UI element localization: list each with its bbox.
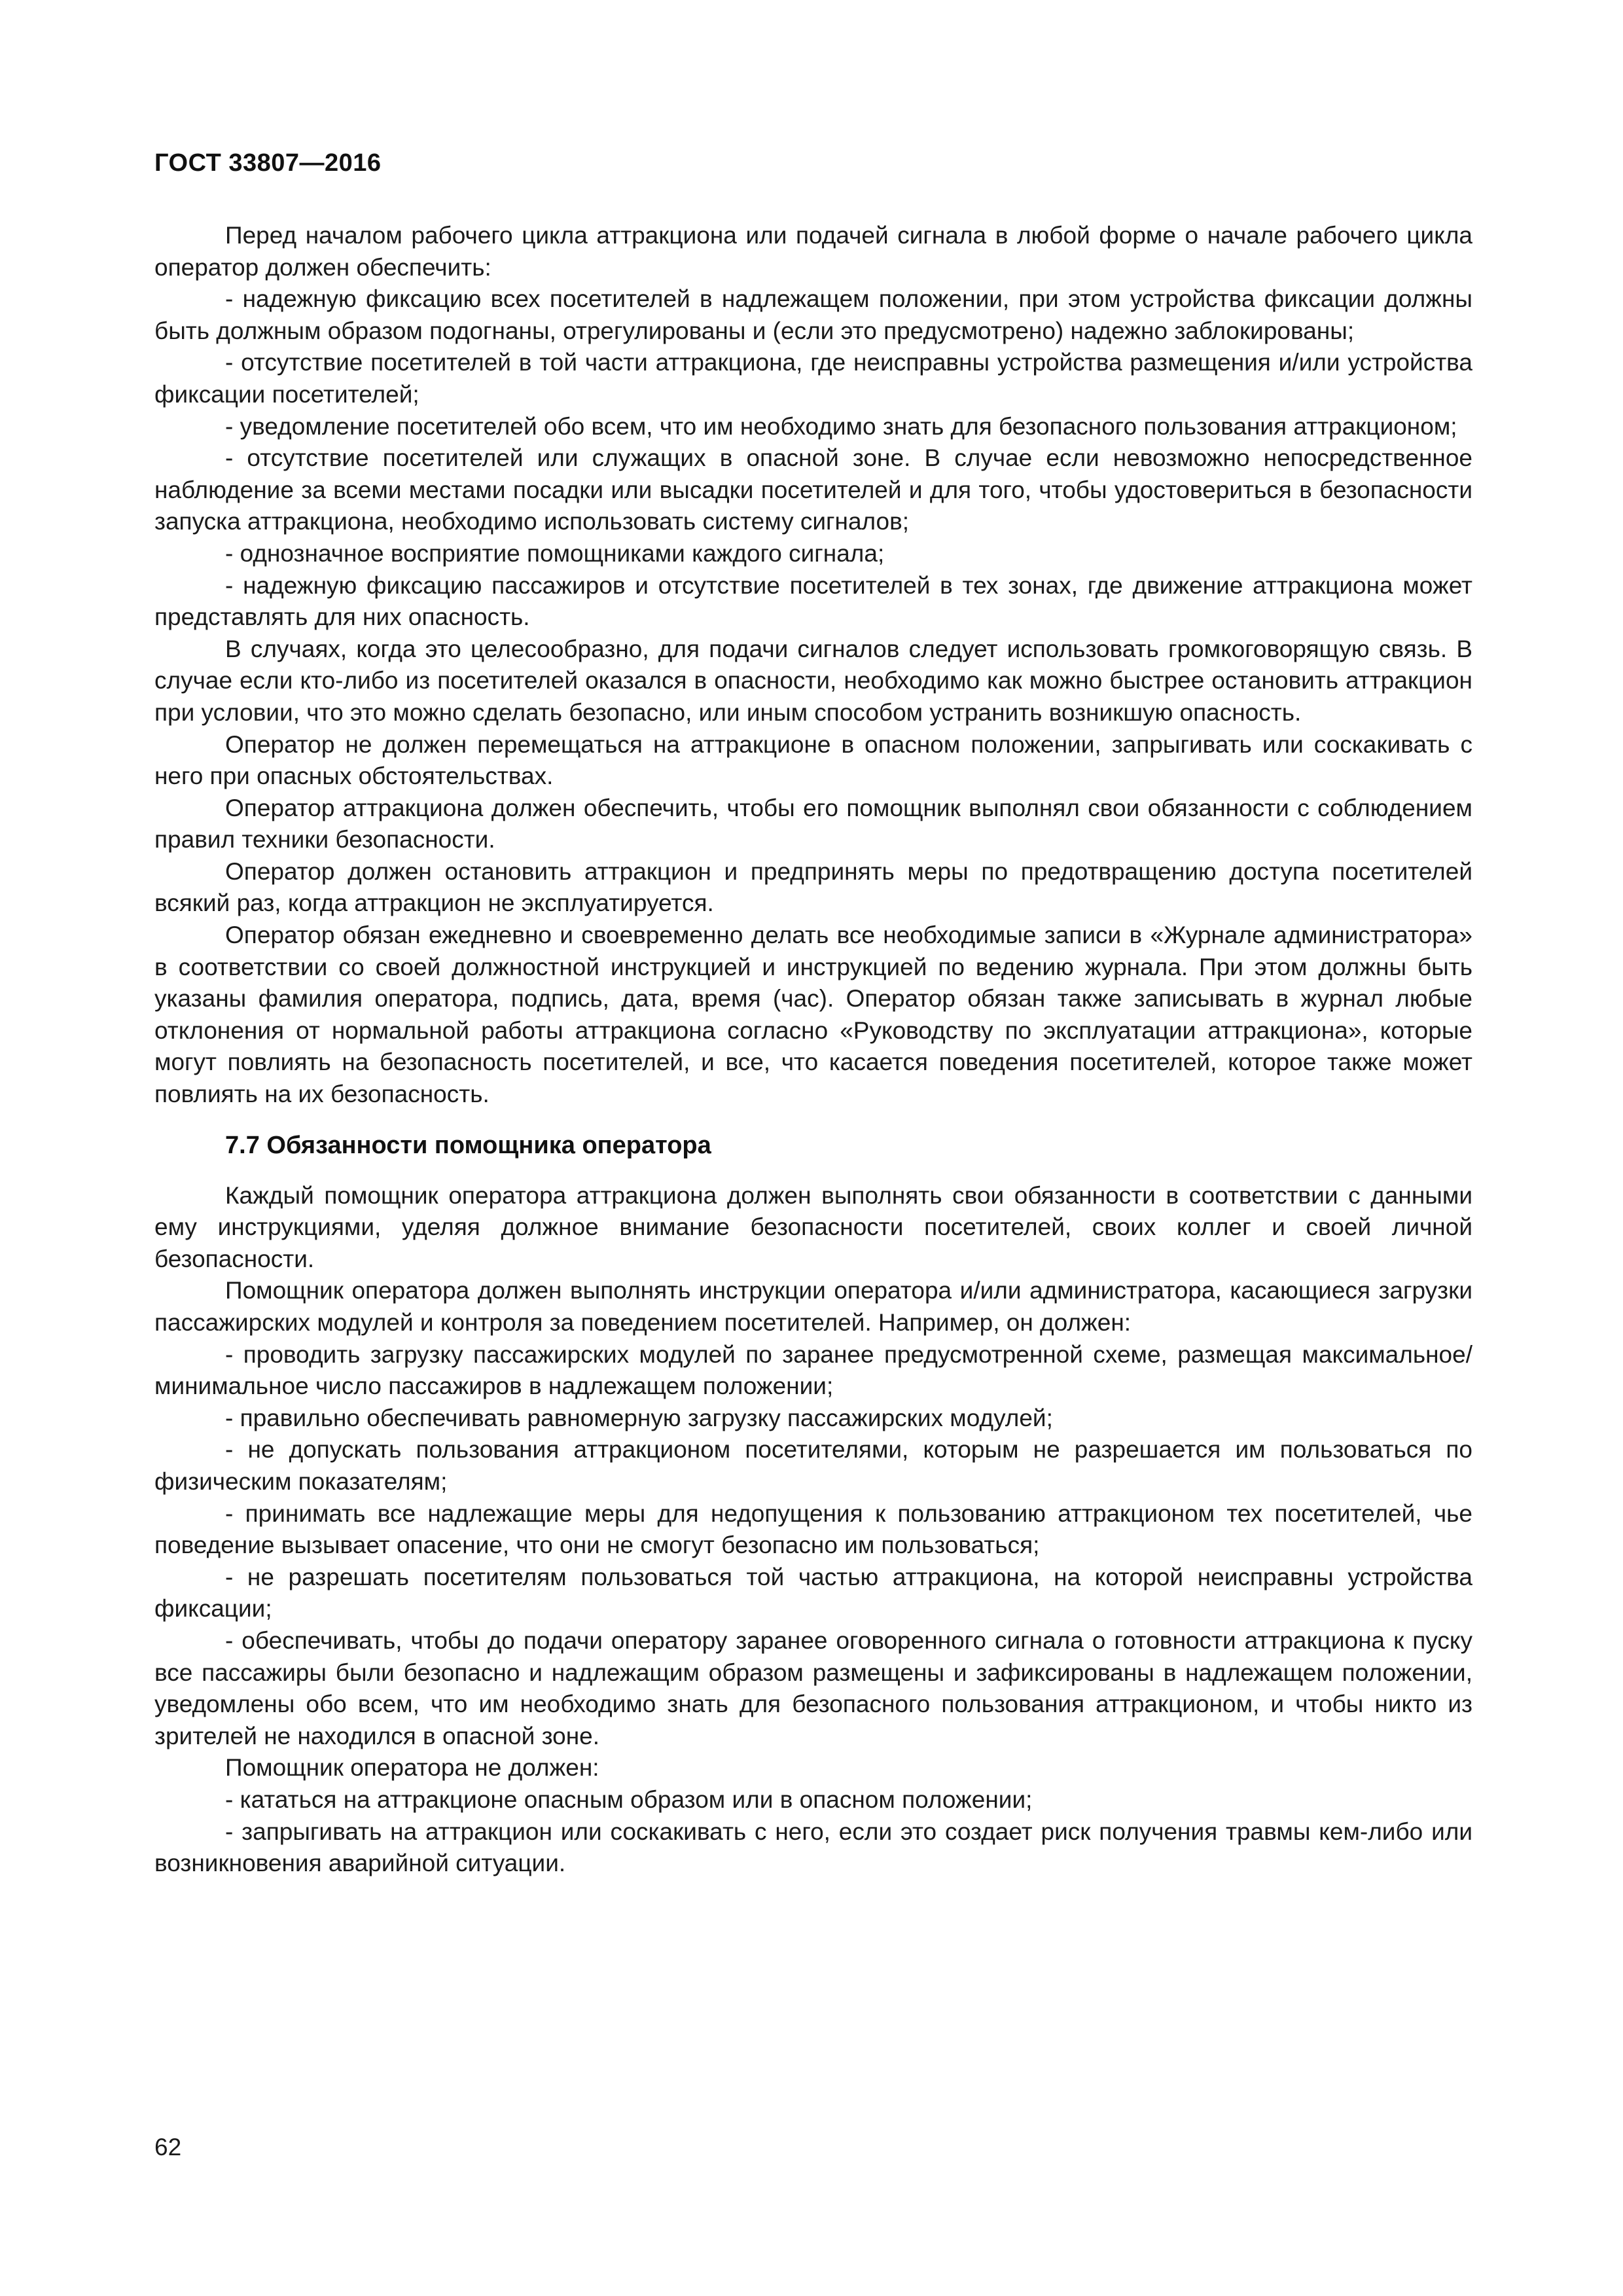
paragraph: Оператор не должен перемещаться на аттракционе в опасном положении, запрыгивать или соскакивать с него при опасных обстоятельствах. <box>154 730 1472 790</box>
paragraph: В случаях, когда это целесообразно, для подачи сигналов следует использовать громкоговорящую связь. В случае если кто-либо из посетителей оказался в опасности, необходимо как можно быстрее остановить аттракцион при условии, что это можно сделать безопасно, или иным способом устранить возникшую опасность. <box>154 635 1472 726</box>
paragraph: Каждый помощник оператора аттракциона должен выполнять свои обязанности в соответствии с данными ему инструкциями, уделяя должное внимание безопасности посетителей, своих коллег и своей личной безопасности. <box>154 1181 1472 1272</box>
list-item: - кататься на аттракционе опасным образом или в опасном положении; <box>225 1785 1033 1813</box>
list-item: - не разрешать посетителям пользоваться той частью аттракциона, на которой неисправны устройства фиксации; <box>154 1563 1472 1623</box>
list-item: - правильно обеспечивать равномерную загрузку пассажирских модулей; <box>225 1404 1053 1431</box>
list-item: - обеспечивать, чтобы до подачи оператору заранее оговоренного сигнала о готовности аттракциона к пуску все пассажиры были безопасно и надлежащим образом размещены и зафиксированы в надлежащем положении, уведомлены обо всем, что им необходимо знать для безопасного пользования аттракционом, и чтобы никто из зрителей не находился в опасной зоне. <box>154 1626 1472 1749</box>
section-heading: 7.7 Обязанности помощника оператора <box>225 1131 711 1159</box>
paragraph: Оператор аттракциона должен обеспечить, чтобы его помощник выполнял свои обязанности с соблюдением правил техники безопасности. <box>154 794 1472 853</box>
list-item: - отсутствие посетителей или служащих в опасной зоне. В случае если невозможно непосредственное наблюдение за всеми местами посадки или высадки посетителей и для того, чтобы удостовериться в безопасности запуска аттракциона, необходимо использовать систему сигналов; <box>154 444 1472 535</box>
paragraph: Оператор обязан ежедневно и своевременно делать все необходимые записи в «Журнале администратора» в соответствии со своей должностной инструкцией и инструкцией по ведению журнала. При этом должны быть указаны фамилия оператора, подпись, дата, время (час). Оператор обязан также записывать в журнал любые отклонения от нормальной работы аттракциона согласно «Руководству по эксплуатации аттракциона», которые могут повлиять на безопасность посетителей, и все, что касается поведения посетителей, которое также может повлиять на их безопасность. <box>154 922 1472 1108</box>
paragraph: Оператор должен остановить аттракцион и предпринять меры по предотвращению доступа посетителей всякий раз, когда аттракцион не эксплуатируется. <box>154 857 1472 917</box>
list-item: - запрыгивать на аттракцион или соскакивать с него, если это создает риск получения травмы кем-либо или возникновения аварийной ситуации. <box>154 1818 1472 1877</box>
list-item: - проводить загрузку пассажирских модулей по заранее предусмотренной схеме, размещая максимальное/минимальное число пассажиров в надлежащем положении; <box>154 1340 1472 1400</box>
document-header: ГОСТ 33807—2016 <box>154 149 382 177</box>
list-item: - уведомление посетителей обо всем, что им необходимо знать для безопасного пользования аттракционом; <box>225 412 1457 440</box>
paragraph: Перед началом рабочего цикла аттракциона или подачей сигнала в любой форме о начале рабочего цикла оператор должен обеспечить: <box>154 222 1472 281</box>
list-item: - отсутствие посетителей в той части аттракциона, где неисправны устройства размещения и/или устройства фиксации посетителей; <box>154 349 1472 408</box>
list-item: - надежную фиксацию всех посетителей в надлежащем положении, при этом устройства фиксации должны быть должным образом подогнаны, отрегулированы и (если это предусмотрено) надежно заблокированы; <box>154 285 1472 344</box>
list-item: - принимать все надлежащие меры для недопущения к пользованию аттракционом тех посетителей, чье поведение вызывает опасение, что они не смогут безопасно им пользоваться; <box>154 1499 1472 1559</box>
list-item: - не допускать пользования аттракционом посетителями, которым не разрешается им пользоваться по физическим показателям; <box>154 1436 1472 1495</box>
page-number: 62 <box>154 2134 182 2161</box>
page-content <box>154 220 1472 1880</box>
paragraph: Помощник оператора должен выполнять инструкции оператора и/или администратора, касающиеся загрузки пассажирских модулей и контроля за поведением посетителей. Например, он должен: <box>154 1277 1472 1336</box>
list-item: - однозначное восприятие помощниками каждого сигнала; <box>225 539 885 567</box>
list-item: - надежную фиксацию пассажиров и отсутствие посетителей в тех зонах, где движение аттракциона может представлять для них опасность. <box>154 571 1472 631</box>
paragraph: Помощник оператора не должен: <box>225 1754 599 1782</box>
